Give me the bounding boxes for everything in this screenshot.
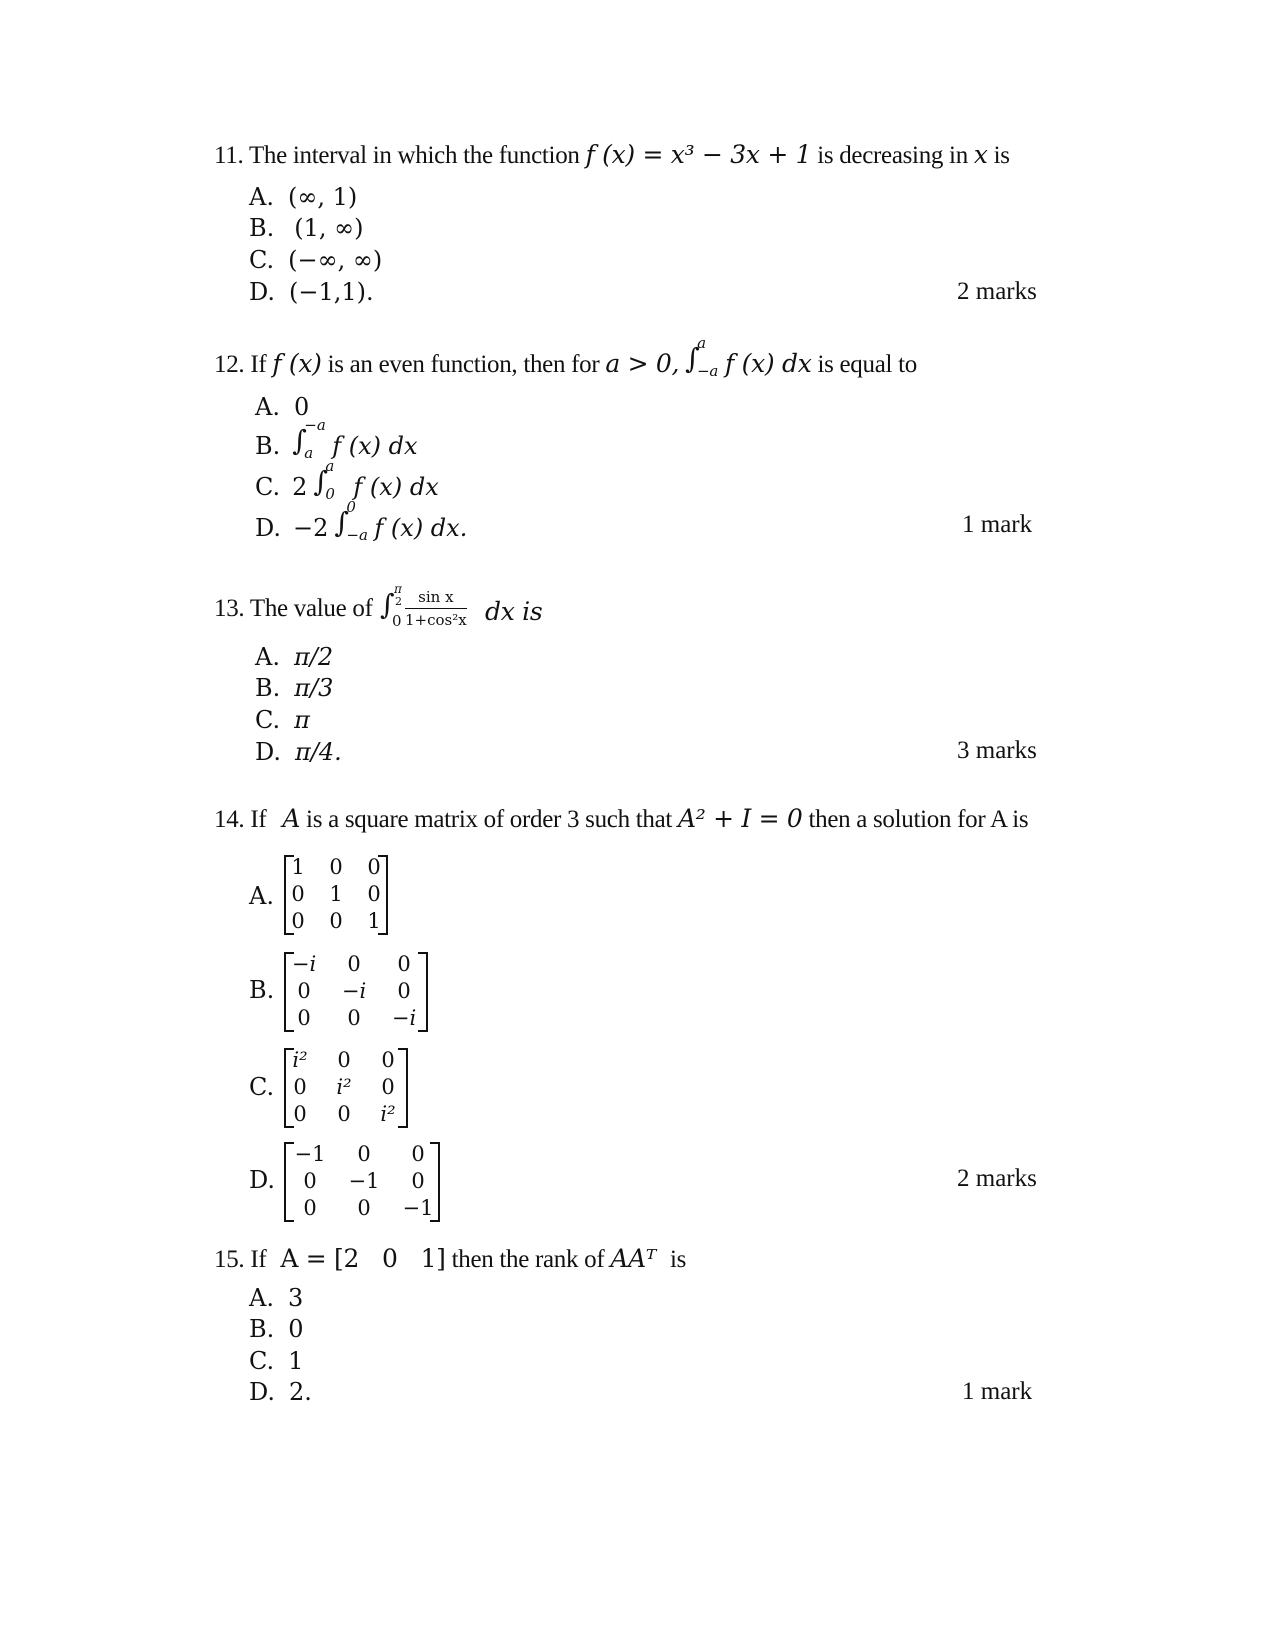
marks-label: 2 marks	[957, 1165, 1037, 1192]
option-label: D.	[249, 1378, 276, 1406]
option-a	[255, 643, 333, 672]
matrix-cell: 0	[381, 1075, 395, 1099]
math-expression: f (x) = x³ − 3x + 1	[585, 140, 812, 169]
question-text: then the rank of	[451, 1246, 605, 1273]
matrix-cell: −1	[348, 1169, 380, 1193]
option-a	[249, 183, 357, 212]
option-label: D.	[255, 738, 282, 766]
option-text: 3	[287, 1284, 304, 1312]
matrix-cell: 0	[347, 952, 361, 976]
matrix-cell: 0	[293, 1102, 307, 1126]
option-label: A.	[249, 183, 274, 211]
option-b	[255, 416, 418, 462]
coefficient: −2	[293, 514, 329, 542]
question-text: If	[250, 1246, 267, 1273]
question-text: is	[993, 142, 1010, 169]
matrix-cell: 0	[303, 1169, 317, 1193]
option-text: 2.	[289, 1378, 312, 1406]
option-label: C.	[255, 473, 281, 501]
matrix-cell: −1	[294, 1142, 326, 1166]
option-text: π	[294, 706, 310, 734]
marks-label: 3 marks	[957, 737, 1037, 764]
marks-label: 2 marks	[957, 278, 1037, 305]
matrix-cell: 0	[337, 1102, 351, 1126]
option-text: (∞, 1)	[287, 183, 358, 211]
matrix-cell: 0	[303, 1196, 317, 1220]
matrix-cell: 0	[411, 1142, 425, 1166]
option-b	[249, 1315, 304, 1344]
option-label: C.	[255, 706, 281, 734]
option-d	[255, 498, 468, 544]
math-expression: f (x)	[272, 349, 322, 378]
matrix-cell: 0	[381, 1048, 395, 1072]
matrix-cell: 1	[329, 882, 343, 906]
matrix-cell: 0	[411, 1169, 425, 1193]
integrand: f (x) dx	[725, 349, 812, 378]
integral-upper-limit: a	[325, 457, 335, 475]
question-11-stem	[214, 140, 1010, 170]
option-c	[255, 706, 310, 735]
matrix-definition: A = [2 0 1]	[280, 1244, 446, 1273]
question-15-stem	[214, 1244, 686, 1274]
integrand-fraction	[405, 588, 467, 629]
matrix-cell: i²	[292, 1048, 308, 1072]
fraction-numerator: sin x	[405, 588, 467, 609]
option-text: (−∞, ∞)	[288, 246, 383, 274]
option-c-matrix	[284, 1048, 408, 1128]
option-text: 0	[293, 393, 310, 421]
option-label: C.	[249, 1073, 275, 1101]
integral-lower-limit: 0	[325, 485, 335, 503]
question-text: is a square matrix of order 3 such that	[306, 806, 673, 833]
question-text: is decreasing in	[817, 142, 968, 169]
option-label: C.	[249, 1347, 275, 1375]
matrix-cell: 1	[367, 909, 381, 933]
matrix-cell: 0	[357, 1196, 371, 1220]
matrix-cell: 0	[397, 979, 411, 1003]
option-label: A.	[255, 393, 280, 421]
matrix-cell: −i	[391, 1006, 417, 1030]
question-text: If	[250, 806, 267, 833]
matrix-cell: 0	[297, 979, 311, 1003]
math-expression: AAᵀ	[610, 1244, 657, 1273]
question-number: 12.	[214, 351, 245, 378]
option-label: B.	[255, 674, 281, 702]
math-expression: A² + I = 0	[677, 804, 803, 833]
math-variable: x	[973, 140, 988, 169]
integral-upper-limit: a	[697, 334, 706, 352]
integrand: f (x) dx	[353, 473, 439, 501]
question-number: 11.	[214, 142, 244, 169]
option-c	[249, 1347, 303, 1376]
integral-symbol: ∫ a 0	[313, 457, 335, 503]
matrix-cell: 0	[329, 909, 343, 933]
matrix-cell: 0	[357, 1142, 371, 1166]
integral-differential: dx is	[485, 597, 543, 626]
matrix-cell: 0	[367, 855, 381, 879]
integral-upper-limit: π	[394, 582, 402, 596]
option-text: 0	[288, 1315, 304, 1343]
integral-lower-limit: a	[304, 444, 314, 462]
option-text: (−1,1).	[289, 278, 374, 306]
option-label: B.	[249, 1315, 275, 1343]
integral-symbol: ∫ π 2 0	[380, 582, 402, 630]
question-13-stem	[214, 595, 373, 623]
math-variable: A	[282, 804, 301, 833]
question-14-stem	[214, 804, 1028, 834]
question-text: is an even function, then for	[327, 351, 600, 378]
integral-upper-limit-denominator: 2	[395, 595, 402, 608]
coefficient: 2	[292, 473, 308, 501]
matrix-cell: i²	[380, 1102, 396, 1126]
question-text: then a solution for A is	[808, 806, 1029, 833]
question-number: 15.	[214, 1246, 245, 1273]
question-text: is equal to	[817, 351, 917, 378]
integral-symbol: ∫ a −a	[685, 334, 719, 380]
integral-upper-limit: 0	[346, 498, 356, 516]
option-label: D.	[249, 1166, 276, 1194]
option-label: A.	[249, 882, 274, 910]
matrix-cell: 0	[337, 1048, 351, 1072]
matrix-cell: −1	[402, 1196, 434, 1220]
option-text: 1	[288, 1347, 304, 1375]
question-text: is	[670, 1246, 687, 1273]
matrix-cell: 0	[291, 882, 305, 906]
option-label: B.	[255, 432, 281, 460]
option-label: D.	[255, 514, 282, 542]
integral-symbol: ∫ −a a	[292, 416, 326, 462]
question-text: The value of	[249, 595, 373, 622]
option-a	[249, 1284, 303, 1313]
integral-symbol: ∫ 0 −a	[334, 498, 368, 544]
integral-lower-limit: 0	[392, 612, 402, 630]
option-text: π/4.	[295, 738, 342, 766]
matrix-cell: −i	[291, 952, 317, 976]
integral-lower-limit: −a	[697, 362, 719, 380]
option-label: A.	[249, 1284, 274, 1312]
option-label: C.	[249, 246, 275, 274]
matrix-cell: 1	[291, 855, 305, 879]
integral-upper-limit: −a	[304, 416, 326, 434]
option-d	[255, 738, 342, 767]
option-text: π/3	[294, 674, 334, 702]
integrand: f (x) dx	[332, 432, 418, 460]
option-b-matrix	[284, 952, 428, 1032]
integral-lower-limit: −a	[346, 526, 368, 544]
option-b	[255, 674, 333, 703]
option-a-matrix	[284, 855, 388, 935]
option-label: B.	[249, 214, 275, 242]
question-text: The interval in which the function	[248, 142, 580, 169]
option-d	[249, 1378, 312, 1407]
marks-label: 1 mark	[962, 1378, 1033, 1405]
marks-label: 1 mark	[962, 511, 1033, 538]
option-d-matrix	[284, 1142, 440, 1222]
math-expression: a > 0,	[605, 349, 680, 378]
question-number: 13.	[214, 595, 245, 622]
option-text: π/2	[293, 643, 334, 671]
option-c	[249, 246, 382, 275]
matrix-cell: 0	[367, 882, 381, 906]
question-text: If	[250, 351, 267, 378]
option-label: D.	[249, 278, 276, 306]
option-label: A.	[255, 643, 280, 671]
option-b	[249, 214, 364, 243]
integrand: f (x) dx.	[374, 514, 468, 542]
option-a	[255, 393, 309, 422]
question-12-stem	[214, 334, 917, 380]
fraction-denominator: 1+cos²x	[405, 611, 467, 629]
matrix-cell: 0	[347, 1006, 361, 1030]
matrix-cell: 0	[293, 1075, 307, 1099]
matrix-cell: i²	[336, 1075, 352, 1099]
question-number: 14.	[214, 806, 245, 833]
matrix-cell: −i	[341, 979, 367, 1003]
matrix-cell: 0	[329, 855, 343, 879]
matrix-cell: 0	[291, 909, 305, 933]
option-label: B.	[249, 976, 275, 1004]
matrix-cell: 0	[297, 1006, 311, 1030]
matrix-cell: 0	[397, 952, 411, 976]
option-d	[249, 278, 374, 307]
option-text: (1, ∞)	[294, 214, 364, 242]
